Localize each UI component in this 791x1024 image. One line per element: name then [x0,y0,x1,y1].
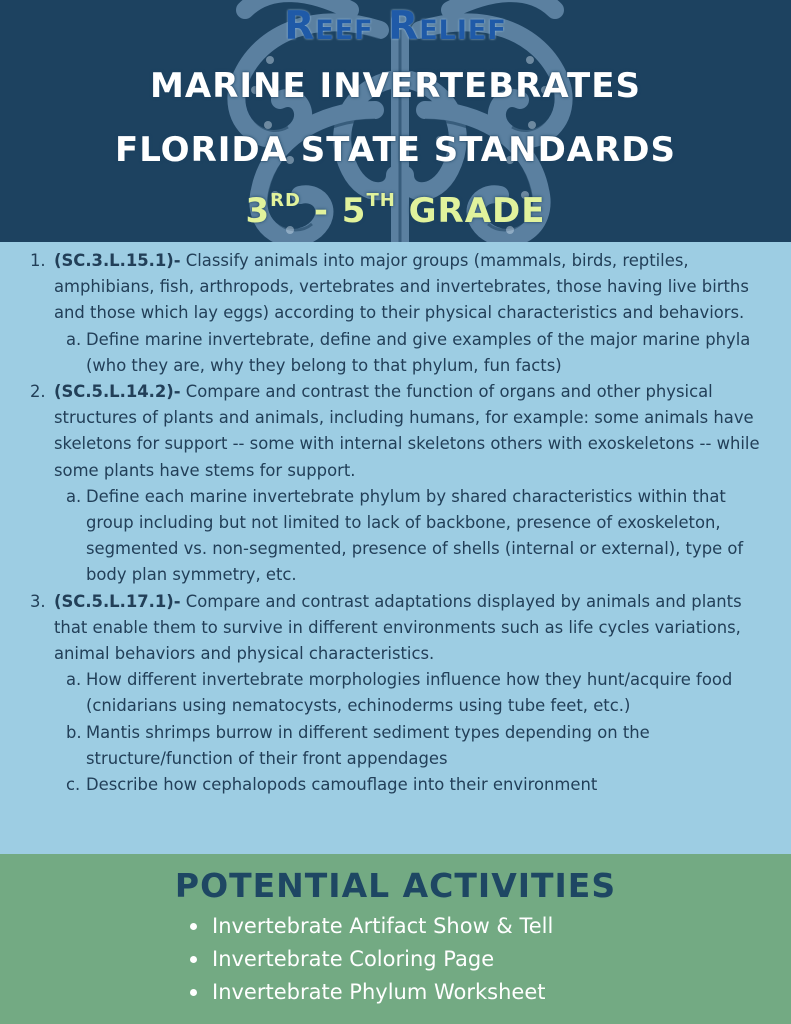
standard-number: 3. [30,591,46,611]
standard-subitem [54,772,775,798]
grade-end: 5 [341,191,367,231]
bullet-dot-icon [190,956,197,963]
page-title-line-1: MARINE INVERTEBRATES [150,66,641,106]
standard-sublist [54,667,775,798]
subitem-letter: a. [66,486,82,506]
standard-code: (SC.5.L.14.2)- [54,382,181,402]
activity-item [190,910,750,943]
standard-text: Compare and contrast the function of organs and other physical structures of plants and animals, including humans, for example: some animals have skeletons for support -- some with internal skeletons others with exoskeletons -- while some plants have stems for support. [54,382,760,480]
standard-subitem [54,720,775,772]
standard-text: Classify animals into major groups (mammals, birds, reptiles, amphibians, fish, arthropods, vertebrates and invertebrates, those having live births and those which lay eggs) according to their physical characteristics and behaviors. [54,251,749,323]
standard-number: 2. [30,382,46,402]
activities-list [190,910,750,1009]
standard-item [30,248,775,379]
subitem-letter: a. [66,329,82,349]
subitem-text: Define marine invertebrate, define and give examples of the major marine phyla (who they are, why they belong to that phylum, fun facts) [86,329,751,375]
grade-start: 3 [245,191,271,231]
activities-section [0,854,791,1024]
subitem-text: Define each marine invertebrate phylum by shared characteristics within that group including but not limited to lack of backbone, presence of exoskeleton, segmented vs. non-segmented, presence of shells (internal or external), type of body plan symmetry, etc. [86,486,744,585]
activities-title: POTENTIAL ACTIVITIES [174,866,617,905]
page-title-line-2: FLORIDA STATE STANDARDS [115,130,676,170]
standard-item [30,379,775,589]
subitem-text: Mantis shrimps burrow in different sediment types depending on the structure/function of their front appendages [86,722,650,768]
standard-subitem [54,327,775,379]
bullet-dot-icon [190,989,197,996]
subitem-letter: b. [66,722,82,742]
standards-section [0,242,791,854]
activity-item [190,976,750,1009]
standard-subitem [54,484,775,589]
subitem-letter: a. [66,670,82,690]
standard-number: 1. [30,251,46,270]
brand-logo-text: Reef Relief [284,4,507,49]
standard-sublist [54,484,775,589]
standard-item [30,589,775,799]
grade-start-suffix: RD [270,190,301,211]
subitem-text: Describe how cephalopods camouflage into their environment [86,775,598,795]
activity-text: Invertebrate Phylum Worksheet [212,980,546,1004]
bullet-dot-icon [190,923,197,930]
subitem-letter: c. [66,775,81,795]
standard-sublist [54,327,775,379]
grade-separator: - [300,191,342,231]
standard-subitem [54,667,775,719]
grade-end-suffix: TH [366,190,396,211]
header-banner [0,0,791,242]
subitem-text: How different invertebrate morphologies influence how they hunt/acquire food (cnidarians using nematocysts, echinoderms using tube feet, etc.) [86,670,733,716]
activity-text: Invertebrate Artifact Show & Tell [212,914,554,938]
standards-list [30,248,775,798]
grade-range [0,190,791,231]
activity-text: Invertebrate Coloring Page [212,947,495,971]
standard-text: Compare and contrast adaptations displayed by animals and plants that enable them to survive in different environments such as life cycles variations, animal behaviors and physical characteristics. [54,591,742,664]
standard-code: (SC.5.L.17.1)- [54,591,181,611]
activity-item [190,943,750,976]
grade-word: GRADE [395,191,546,231]
standard-code: (SC.3.L.15.1)- [54,251,181,270]
